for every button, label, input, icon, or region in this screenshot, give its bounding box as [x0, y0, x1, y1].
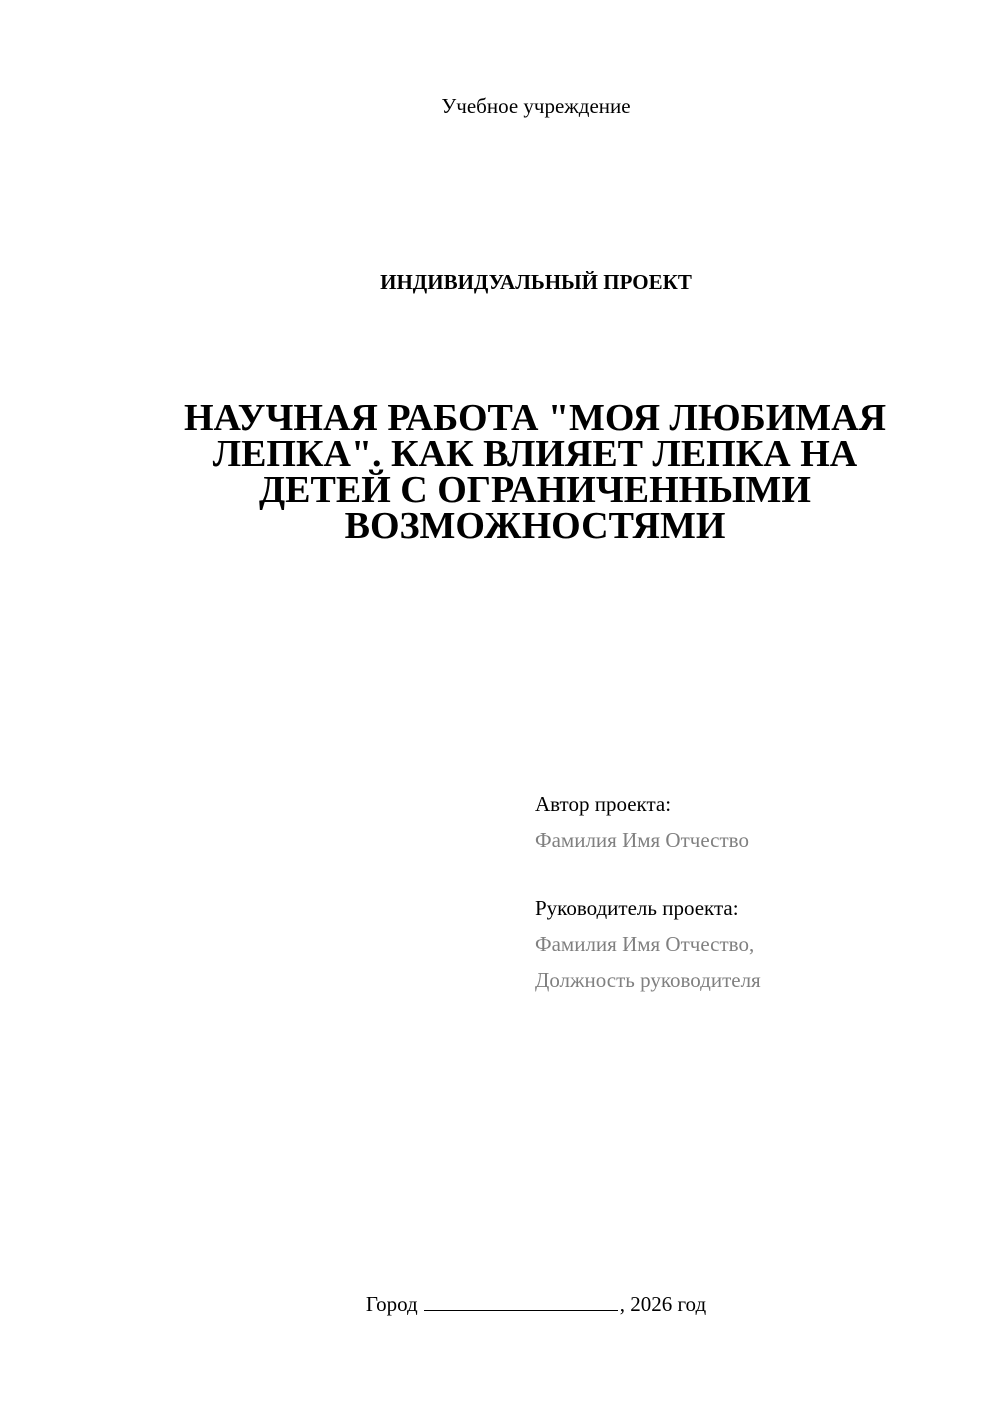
title-line: ВОЗМОЖНОСТЯМИ — [344, 505, 726, 547]
year-text: , 2026 год — [619, 1292, 707, 1316]
title-line: ЛЕПКА". КАК ВЛИЯЕТ ЛЕПКА НА — [212, 433, 858, 475]
title-line: ДЕТЕЙ С ОГРАНИЧЕННЫМИ — [259, 469, 811, 511]
author-name: Фамилия Имя Отчество — [535, 828, 749, 852]
supervisor-block — [535, 890, 975, 998]
project-title — [170, 397, 900, 547]
institution-name: Учебное учреждение — [441, 94, 631, 118]
document-type-heading: ИНДИВИДУАЛЬНЫЙ ПРОЕКТ — [380, 270, 692, 294]
supervisor-position: Должность руководителя — [535, 968, 761, 992]
supervisor-label: Руководитель проекта: — [535, 896, 739, 920]
supervisor-name: Фамилия Имя Отчество, — [535, 932, 755, 956]
city-year-line — [0, 1290, 1000, 1318]
author-block — [535, 786, 975, 858]
title-line: НАУЧНАЯ РАБОТА "МОЯ ЛЮБИМАЯ — [183, 397, 887, 439]
city-label: Город — [365, 1292, 418, 1316]
author-label: Автор проекта: — [535, 792, 672, 816]
city-blank-line — [424, 1290, 618, 1311]
